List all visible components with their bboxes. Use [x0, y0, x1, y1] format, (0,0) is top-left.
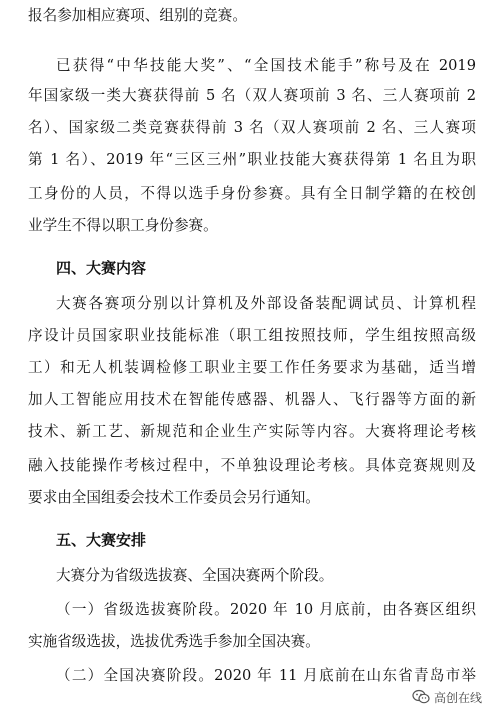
- paragraph-line: 加人工智能应用技术在智能传感器、机器人、飞行器等方面的新: [28, 391, 476, 408]
- section-heading: 五、大赛安排: [56, 531, 147, 549]
- watermark: [410, 686, 486, 708]
- paragraph-line: 大赛各赛项分别以计算机及外部设备装配调试员、计算机程: [56, 295, 476, 312]
- paragraph-line: 要求由全国组委会技术工作委员会另行通知。: [28, 489, 320, 506]
- paragraph-line: 序设计员国家职业技能标准（职工组按照技师，学生组按照高级: [28, 327, 476, 344]
- paragraph-line: 第 1 名）、2019 年“三区三州”职业技能大赛获得第 1 名且为职: [28, 151, 476, 168]
- paragraph-line: 报名参加相应赛项、组别的竞赛。: [28, 7, 247, 24]
- wechat-icon: [412, 689, 430, 705]
- watermark-text: 高创在线: [433, 690, 482, 705]
- paragraph-line: 业学生不得以职工身份参赛。: [28, 217, 218, 234]
- paragraph-line: 工）和无人机装调检修工职业主要工作任务要求为基础，适当增: [28, 359, 476, 376]
- paragraph-line: 已获得“中华技能大奖”、“全国技术能手”称号及在 2019: [56, 57, 476, 74]
- section-heading: 四、大赛内容: [56, 259, 147, 277]
- paragraph-line: 年国家级一类大赛获得前 5 名（双人赛项前 3 名、三人赛项前 2: [28, 87, 476, 104]
- paragraph-line: 名）、国家级二类竞赛获得前 3 名（双人赛项前 2 名、三人赛项: [28, 119, 476, 136]
- paragraph-line: （二）全国决赛阶段。2020 年 11 月底前在山东省青岛市举: [56, 667, 476, 684]
- paragraph-line: 工身份的人员，不得以选手身份参赛。具有全日制学籍的在校创: [28, 185, 476, 202]
- paragraph-line: 大赛分为省级选拔赛、全国决赛两个阶段。: [56, 567, 334, 584]
- paragraph-line: 融入技能操作考核过程中，不单独设理论考核。具体竞赛规则及: [28, 457, 476, 474]
- paragraph-line: （一）省级选拔赛阶段。2020 年 10 月底前，由各赛区组织: [56, 601, 476, 618]
- paragraph-line: 技术、新工艺、新规范和企业生产实际等内容。大赛将理论考核: [28, 423, 476, 440]
- paragraph-line: 实施省级选拔，选拔优秀选手参加全国决赛。: [28, 633, 320, 650]
